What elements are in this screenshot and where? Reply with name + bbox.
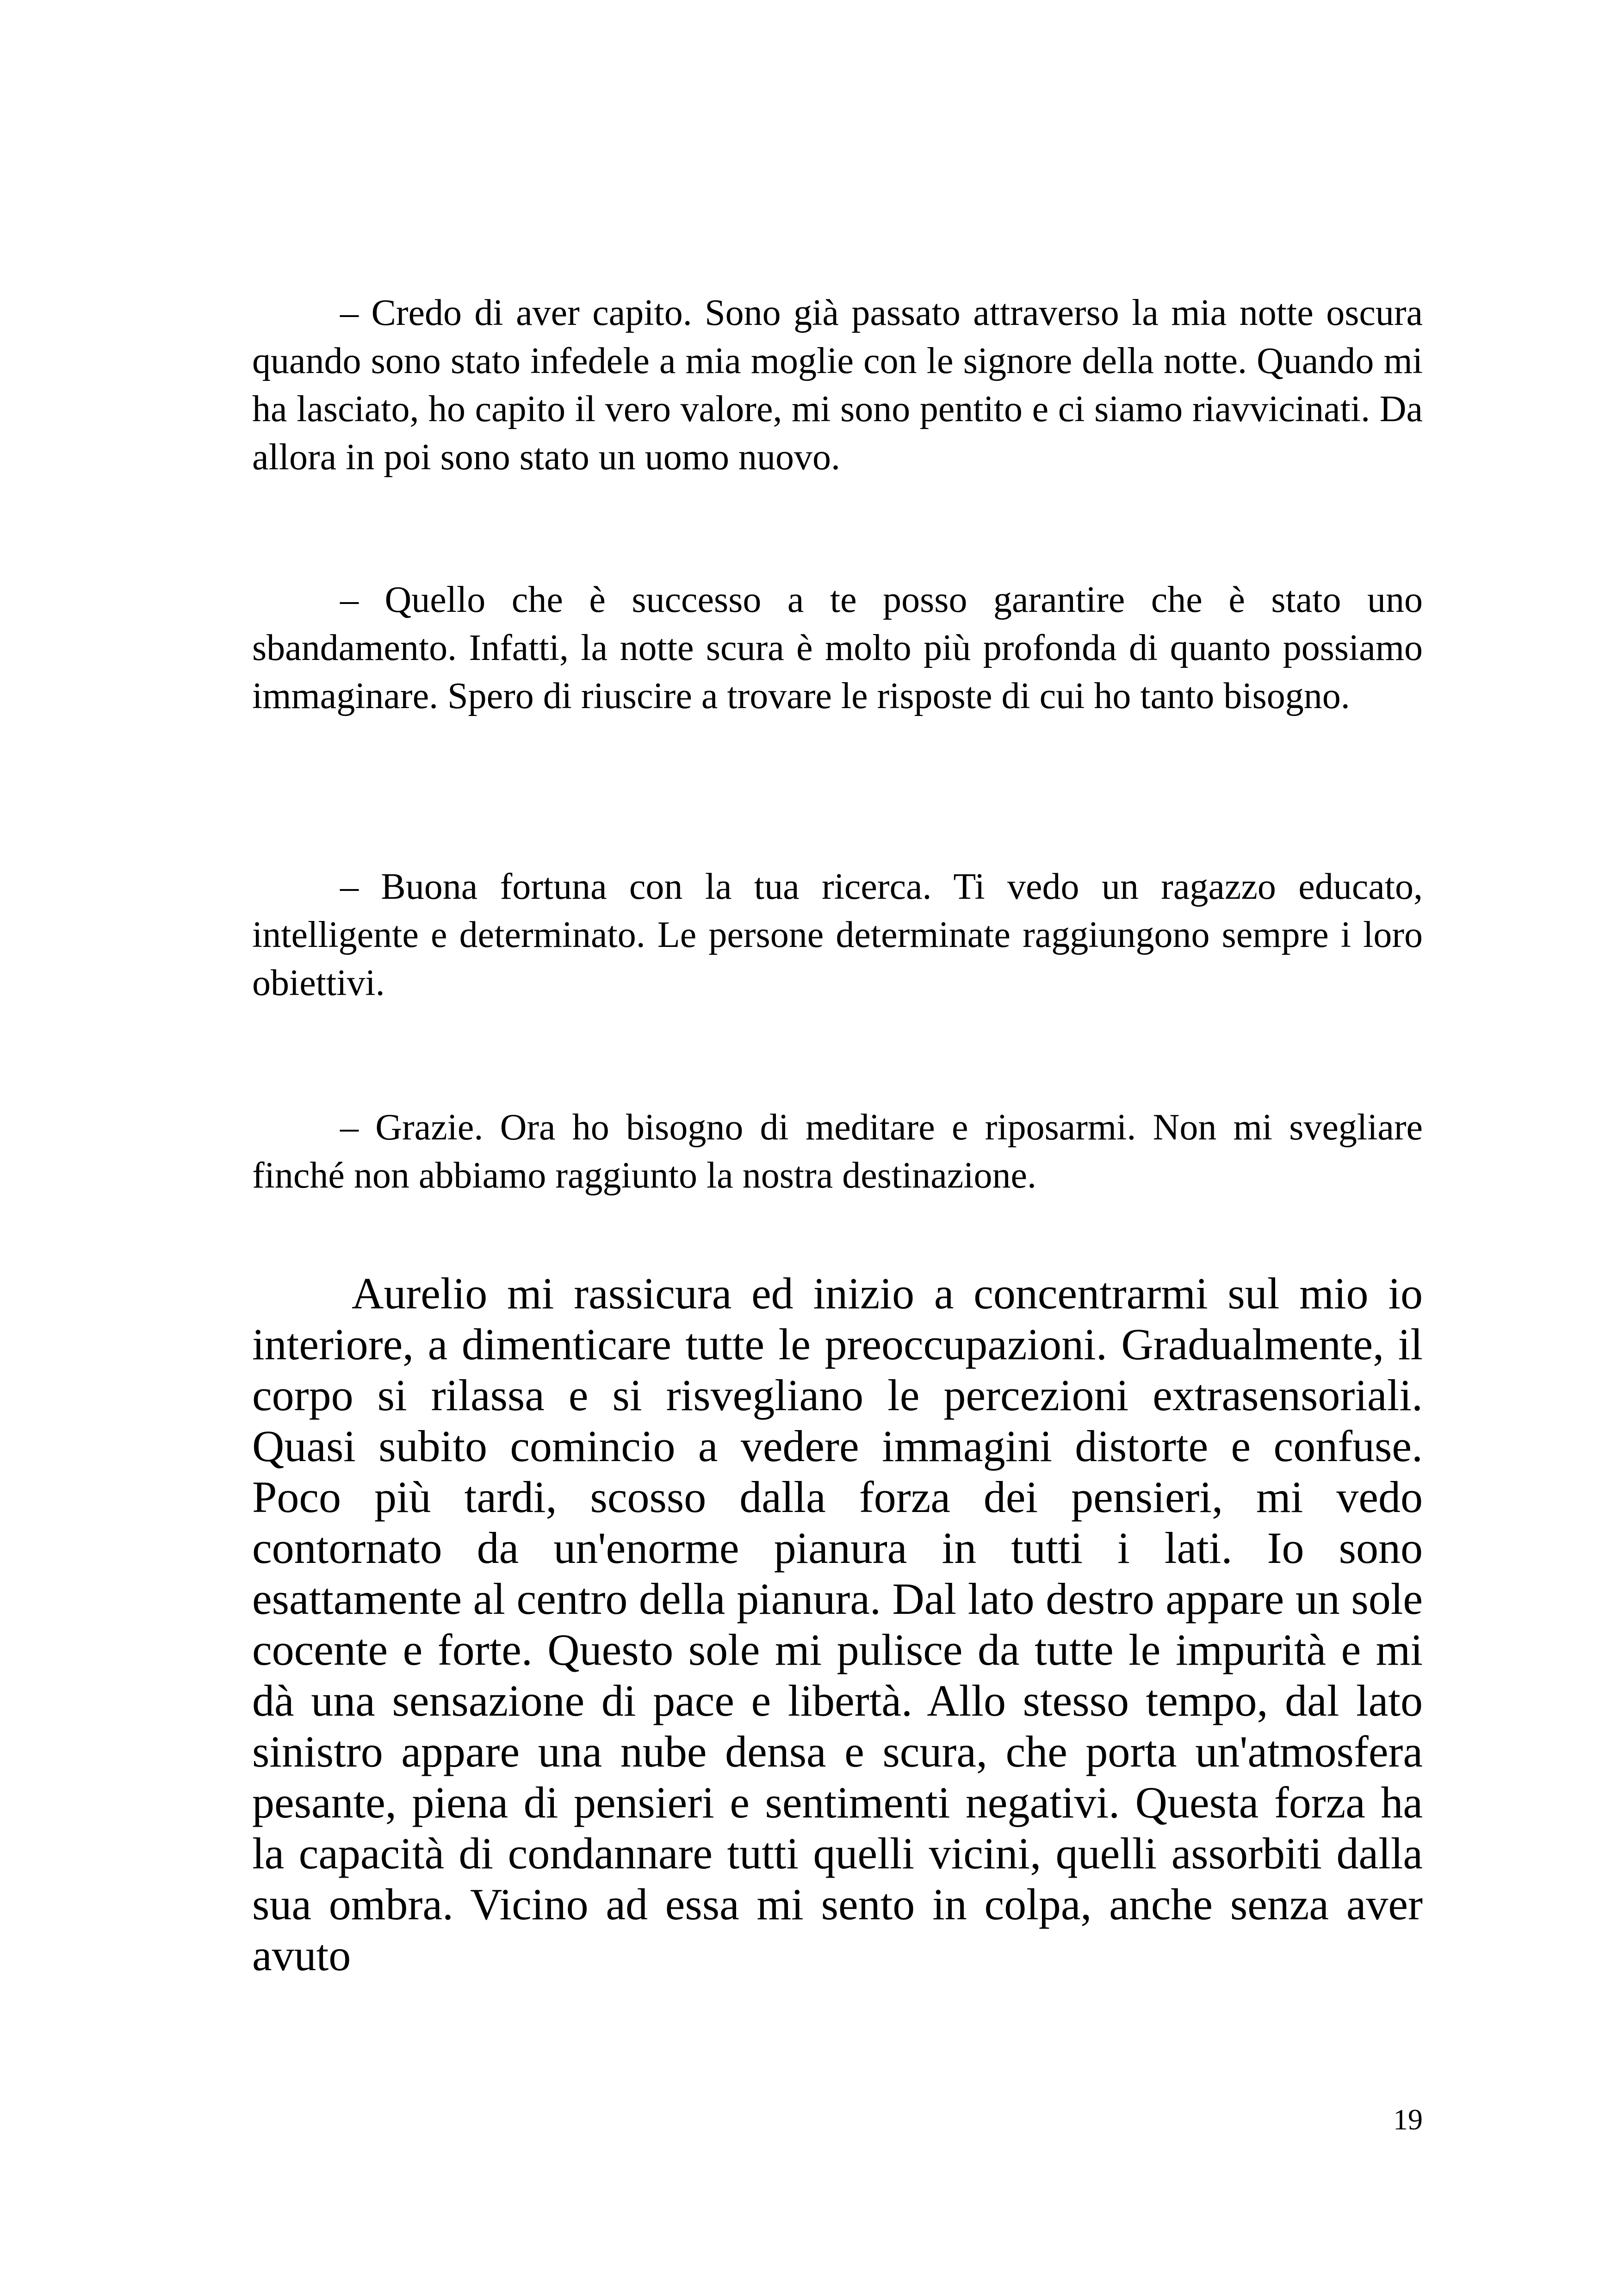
dialogue-paragraph: – Credo di aver capito. Sono già passato attraverso la mia notte oscura quando sono stato infedele a mia moglie con le signore della notte. Quando mi ha lasciato, ho capito il vero valore, mi sono pentito e ci siamo riavvicinati. Da allora in poi sono stato un uomo nuovo. bbox=[252, 292, 1423, 478]
dialogue-paragraph: – Grazie. Ora ho bisogno di meditare e riposarmi. Non mi svegliare finché non abbiamo raggiunto la nostra destinazione. bbox=[252, 1107, 1423, 1196]
narrative-paragraph: Aurelio mi rassicura ed inizio a concentrarmi sul mio io interiore, a dimenticare tutte le preoccupazioni. Gradualmente, il corpo si rilassa e si risvegliano le percezioni extrasensoriali. Quasi subito comincio a vedere immagini distorte e confuse. Poco più tardi, scosso dalla forza dei pensieri, mi vedo contornato da un'enorme pianura in tutti i lati. Io sono esattamente al centro della pianura. Dal lato destro appare un sole cocente e forte. Questo sole mi pulisce da tutte le impurità e mi dà una sensazione di pace e libertà. Allo stesso tempo, dal lato sinistro appare una nube densa e scura, che porta un'atmosfera pesante, piena di pensieri e sentimenti negativi. Questa forza ha la capacità di condannare tutti quelli vicini, quelli assorbiti dalla sua ombra. Vicino ad essa mi sento in colpa, anche senza aver avuto bbox=[252, 1269, 1423, 1980]
page-number: 19 bbox=[1393, 2103, 1423, 2136]
dialogue-paragraph: – Quello che è successo a te posso garantire che è stato uno sbandamento. Infatti, la notte scura è molto più profonda di quanto possiamo immaginare. Spero di riuscire a trovare le risposte di cui ho tanto bisogno. bbox=[252, 579, 1423, 716]
dialogue-paragraph: – Buona fortuna con la tua ricerca. Ti vedo un ragazzo educato, intelligente e determinato. Le persone determinate raggiungono sempre i loro obiettivi. bbox=[252, 866, 1423, 1003]
